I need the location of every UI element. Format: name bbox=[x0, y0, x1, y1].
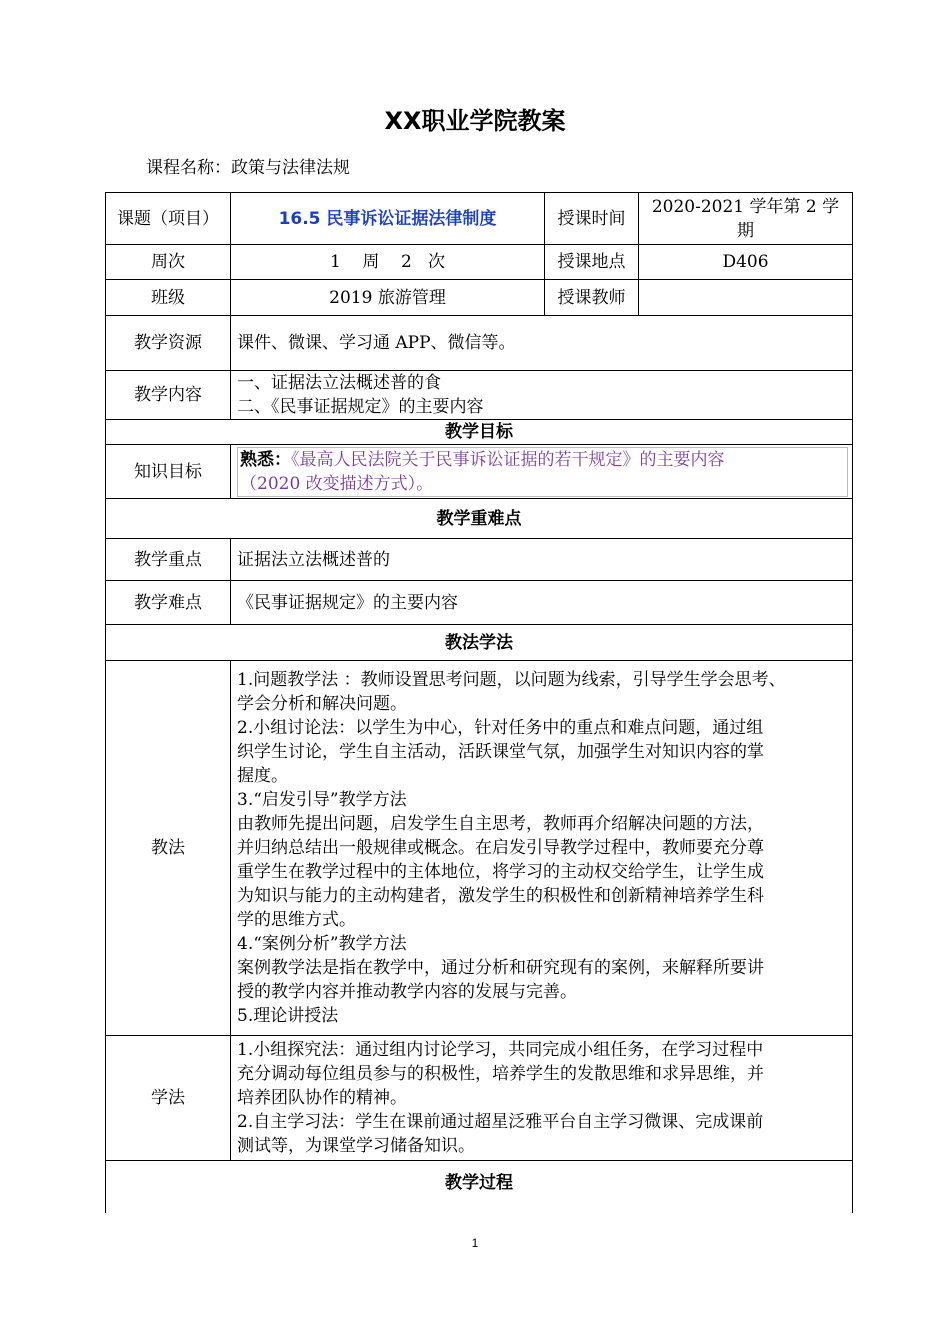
topic-label: 课题（项目） bbox=[106, 193, 231, 245]
teacher-value bbox=[639, 280, 853, 316]
place-label: 授课地点 bbox=[545, 245, 639, 280]
teacher-label: 授课教师 bbox=[545, 280, 639, 316]
teaching-line: 由教师先提出问题，启发学生自主思考，教师再介绍解决问题的方法， bbox=[237, 814, 764, 834]
teaching-line: 5.理论讲授法 bbox=[237, 1006, 339, 1026]
resources-label: 教学资源 bbox=[106, 316, 231, 371]
place-value: D406 bbox=[639, 245, 853, 280]
row-keypoints-header bbox=[106, 499, 853, 539]
methods-section-title: 教法学法 bbox=[106, 625, 853, 661]
row-resources bbox=[106, 316, 853, 371]
knowledge-line-1 bbox=[240, 448, 847, 472]
teaching-line: 3.“启发引导”教学方法 bbox=[237, 790, 407, 810]
learning-method-label: 学法 bbox=[106, 1036, 231, 1161]
teaching-line: 授的教学内容并推动教学内容的发展与完善。 bbox=[237, 982, 577, 1002]
knowledge-box bbox=[237, 447, 848, 497]
teaching-line: 握度。 bbox=[237, 766, 288, 786]
week-value: 1 周 2 次 bbox=[231, 245, 545, 280]
difficult-value: 《民事证据规定》的主要内容 bbox=[231, 581, 853, 625]
keypoints-section-title: 教学重难点 bbox=[106, 499, 853, 539]
learning-method-value bbox=[231, 1036, 853, 1161]
knowledge-value bbox=[231, 445, 853, 499]
knowledge-label: 知识目标 bbox=[106, 445, 231, 499]
row-content bbox=[106, 371, 853, 420]
content-value bbox=[231, 371, 853, 420]
time-label: 授课时间 bbox=[545, 193, 639, 245]
document-title: XX职业学院教案 bbox=[384, 107, 566, 135]
objectives-section-title: 教学目标 bbox=[106, 420, 853, 445]
class-label: 班级 bbox=[106, 280, 231, 316]
learning-line: 培养团队协作的精神。 bbox=[237, 1088, 407, 1108]
lesson-plan-table bbox=[105, 192, 853, 1213]
knowledge-text-1: 《最高人民法院关于民事诉讼证据的若干规定》的主要内容 bbox=[291, 449, 725, 470]
process-section-title: 教学过程 bbox=[106, 1161, 853, 1213]
content-line-1: 一、证据法立法概述普的食 bbox=[237, 373, 441, 393]
content-label: 教学内容 bbox=[106, 371, 231, 420]
week-label: 周次 bbox=[106, 245, 231, 280]
learning-line: 1.小组探究法：通过组内讨论学习，共同完成小组任务，在学习过程中 bbox=[237, 1040, 764, 1060]
row-methods-header bbox=[106, 625, 853, 661]
key-label: 教学重点 bbox=[106, 539, 231, 581]
teaching-line: 1.问题教学法 ：教师设置思考问题，以问题为线索，引导学生学会思考、 bbox=[237, 670, 786, 690]
row-objectives-header bbox=[106, 420, 853, 445]
knowledge-prefix: 熟悉： bbox=[240, 449, 291, 470]
teaching-line: 4.“案例分析”教学方法 bbox=[237, 934, 407, 954]
teaching-line: 案例教学法是指在教学中，通过分析和研究现有的案例，来解释所要讲 bbox=[237, 958, 764, 978]
row-knowledge bbox=[106, 445, 853, 499]
row-difficult bbox=[106, 581, 853, 625]
teaching-line: 2.小组讨论法：以学生为中心，针对任务中的重点和难点问题，通过组 bbox=[237, 718, 764, 738]
teaching-line: 重学生在教学过程中的主体地位，将学习的主动权交给学生，让学生成 bbox=[237, 862, 764, 882]
topic-value: 16.5 民事诉讼证据法律制度 bbox=[231, 193, 545, 245]
time-value: 2020-2021 学年第 2 学期 bbox=[639, 193, 853, 245]
key-value: 证据法立法概述普的 bbox=[231, 539, 853, 581]
teaching-method-label: 教法 bbox=[106, 661, 231, 1036]
learning-line: 充分调动每位组员参与的积极性，培养学生的发散思维和求异思维，并 bbox=[237, 1064, 764, 1084]
knowledge-line-2: （2020 改变描述方式）。 bbox=[240, 473, 434, 494]
row-learning-method bbox=[106, 1036, 853, 1161]
teaching-line: 织学生讨论，学生自主活动，活跃课堂气氛，加强学生对知识内容的掌 bbox=[237, 742, 764, 762]
row-topic bbox=[106, 193, 853, 245]
teaching-line: 为知识与能力的主动构建者，激发学生的积极性和创新精神培养学生科 bbox=[237, 886, 764, 906]
row-teaching-method bbox=[106, 661, 853, 1036]
teaching-line: 学的思维方式。 bbox=[237, 910, 356, 930]
row-key bbox=[106, 539, 853, 581]
learning-line: 2.自主学习法：学生在课前通过超星泛雅平台自主学习微课、完成课前 bbox=[237, 1112, 764, 1132]
teaching-method-value bbox=[231, 661, 853, 1036]
learning-line: 测试等，为课堂学习储备知识。 bbox=[237, 1136, 475, 1156]
teaching-line: 并归纳总结出一般规律或概念。在启发引导教学过程中，教师要充分尊 bbox=[237, 838, 764, 858]
content-line-2: 二、《民事证据规定》的主要内容 bbox=[237, 397, 484, 417]
row-week bbox=[106, 245, 853, 280]
row-process-header bbox=[106, 1161, 853, 1213]
resources-value: 课件、微课、学习通 APP、微信等。 bbox=[231, 316, 853, 371]
difficult-label: 教学难点 bbox=[106, 581, 231, 625]
teaching-line: 学会分析和解决问题。 bbox=[237, 694, 407, 714]
class-value: 2019 旅游管理 bbox=[231, 280, 545, 316]
course-name: 课程名称：政策与法律法规 bbox=[146, 158, 350, 178]
row-class bbox=[106, 280, 853, 316]
page-number: 1 bbox=[471, 1236, 479, 1250]
